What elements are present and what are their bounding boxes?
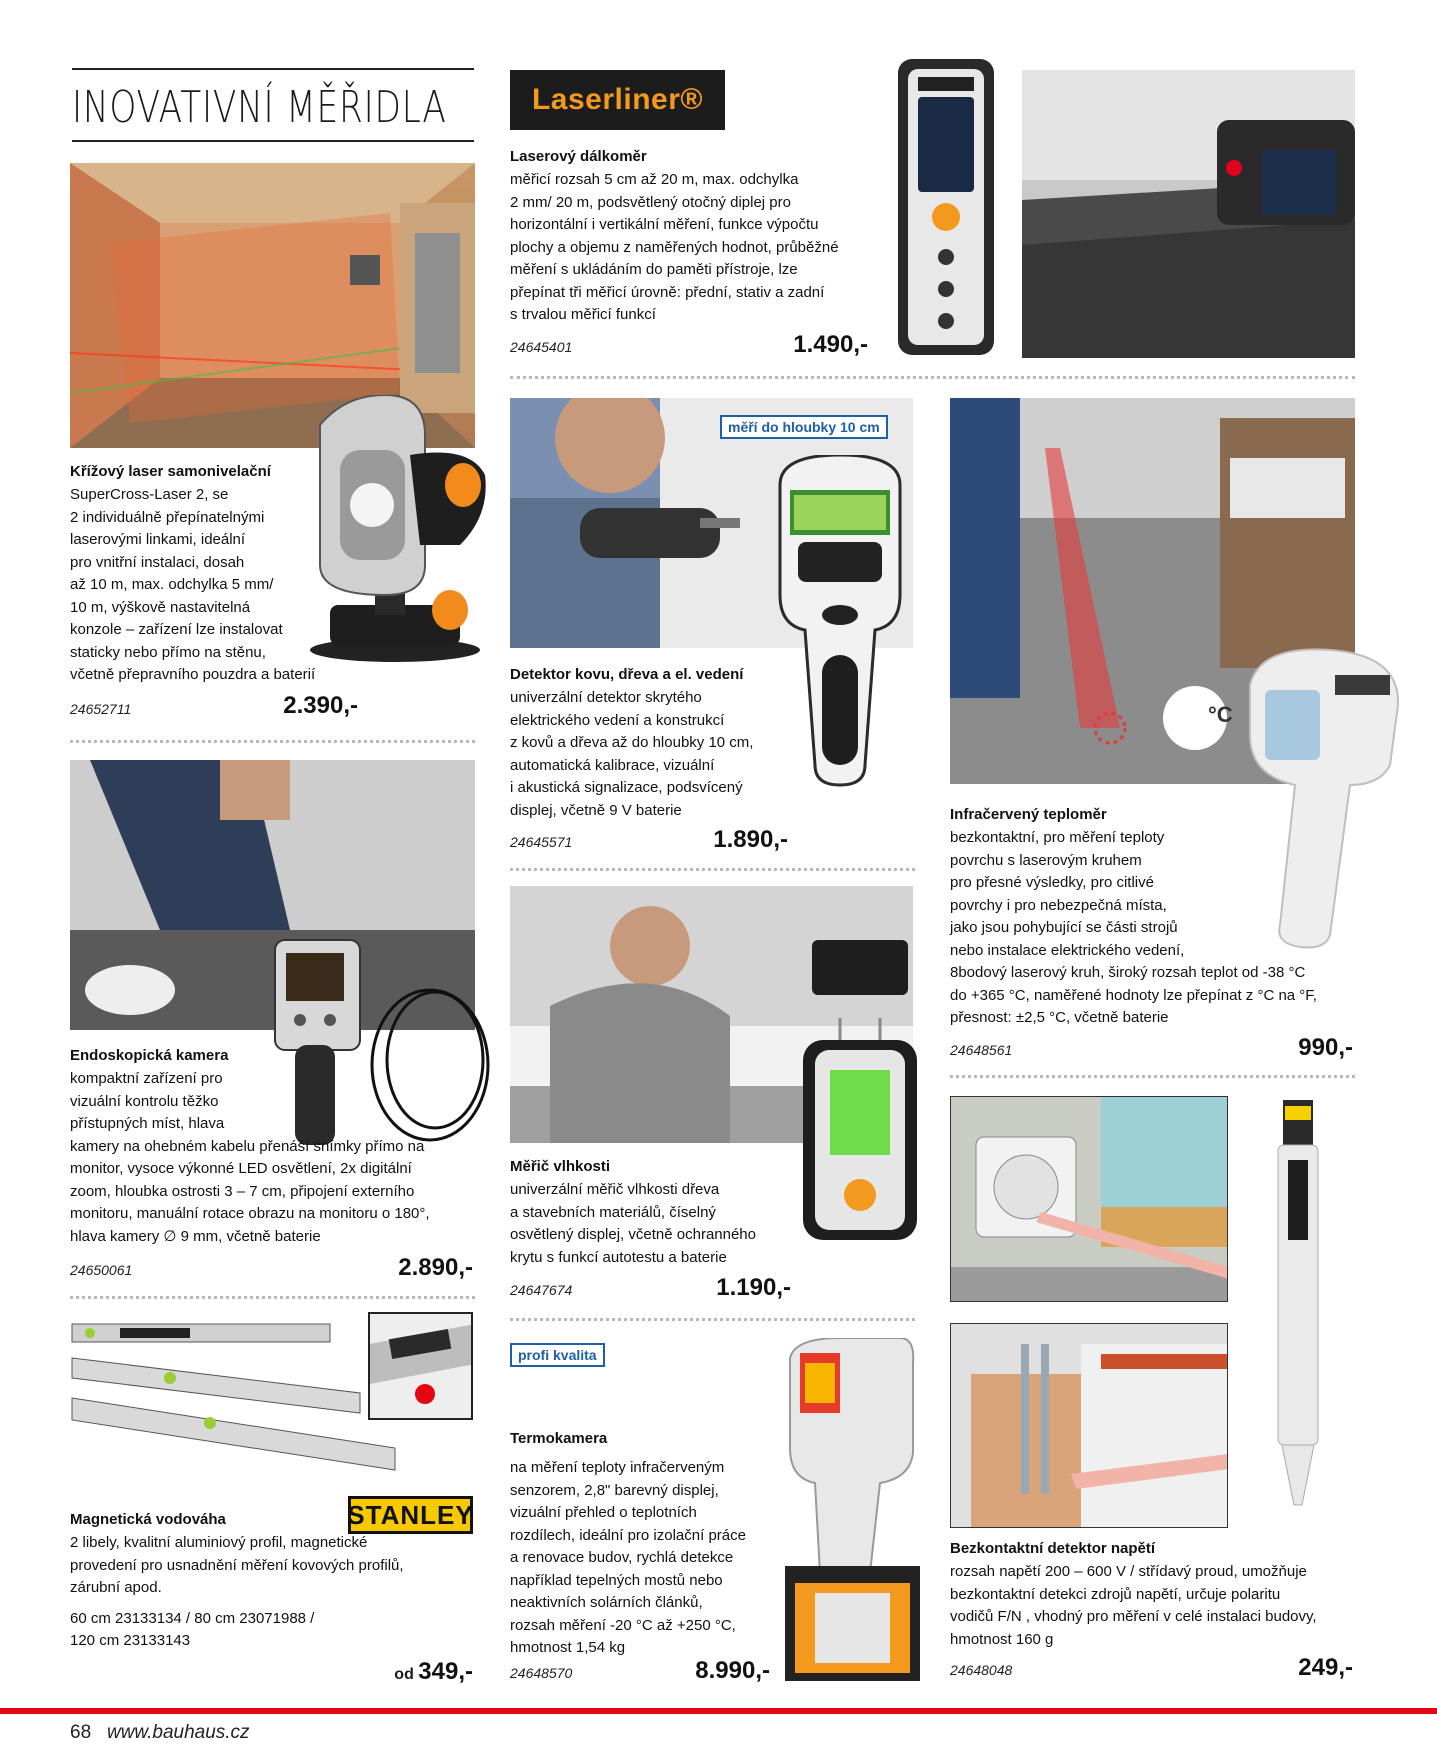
product-code: 24650061 bbox=[70, 1262, 133, 1278]
endoscope-info bbox=[70, 1047, 470, 1248]
socket-illustration bbox=[950, 1096, 1228, 1302]
product-code: 24647674 bbox=[510, 1282, 573, 1298]
moisture-info bbox=[510, 1158, 800, 1269]
product-description: kompaktní zařízení pro vizuální kontrolu těžko přístupných míst, hlava kamery na ohebném kabelu přenáší snímky přímo na monitor, vysoce výkonné LED osvětlení, 2x digitální zoom, hloubka ostrosti 3 – 7 cm, připojení externího monitoru, manuální rotace obrazu na monitoru o 180°, hlava kamery ∅ 9 mm, včetně baterie bbox=[70, 1070, 430, 1245]
stanley-logo: STANLEY bbox=[348, 1496, 473, 1534]
distance-meter-photo bbox=[1022, 70, 1355, 358]
voltage-detector-product bbox=[1268, 1100, 1328, 1510]
product-price: 1.490,- bbox=[793, 331, 868, 358]
title-bottom-rule bbox=[72, 140, 474, 142]
thermocamera-info bbox=[510, 1430, 810, 1660]
product-title: Endoskopická kamera bbox=[70, 1047, 229, 1064]
product-price: 8.990,- bbox=[695, 1657, 770, 1684]
product-code: 24648048 bbox=[950, 1662, 1013, 1678]
depth-badge: měří do hloubky 10 cm bbox=[720, 415, 888, 439]
product-code: 24645571 bbox=[510, 834, 573, 850]
quality-badge: profi kvalita bbox=[510, 1343, 605, 1367]
product-code: 24645401 bbox=[510, 339, 573, 355]
product-description: univerzální měřič vlhkosti dřeva a stavebních materiálů, číselný osvětlený displej, včetně ochranného krytu s funkcí autotestu a baterie bbox=[510, 1181, 756, 1266]
moisture-product bbox=[800, 940, 920, 1245]
product-price: 2.390,- bbox=[283, 692, 358, 719]
footer-rule bbox=[0, 1708, 1437, 1714]
product-title: Infračervený teploměr bbox=[950, 806, 1107, 823]
product-description: bezkontaktní, pro měření teploty povrchu s laserovým kruhem pro přesné výsledky, pro citlivé povrchy i pro nebezpečná místa, jako jsou pohybující se části strojů nebo instalace elektrického vedení, 8bodový laserový kruh, široký rozsah teplot od -38 °C do +365 °C, naměřené hodnoty lze přepínat z °C na °F, přesnost: ±2,5 °C, včetně baterie bbox=[950, 829, 1317, 1026]
product-title: Laserový dálkoměr bbox=[510, 148, 647, 165]
product-code: 24648570 bbox=[510, 1665, 573, 1681]
ir-thermometer-info bbox=[950, 806, 1370, 1030]
level-product bbox=[70, 1318, 400, 1488]
distance-meter-info bbox=[510, 148, 900, 327]
product-price: 1.190,- bbox=[716, 1274, 791, 1301]
distance-meter-product bbox=[896, 57, 996, 357]
website-link[interactable]: www.bauhaus.cz bbox=[106, 1722, 250, 1743]
product-description: měřicí rozsah 5 cm až 20 m, max. odchylka 2 mm/ 20 m, podsvětlený otočný diplej pro horizontální i vertikální měření, funkce výpočtu plochy a objemu z naměřených hodnot, průběžné měření s ukládáním do paměti přístroje, lze přepínat tři měřicí úrovně: přední, stativ a zadní s trvalou měřicí funkcí bbox=[510, 171, 839, 323]
product-price: 990,- bbox=[1298, 1034, 1353, 1061]
product-title: Křížový laser samonivelační bbox=[70, 463, 271, 480]
product-title: Měřič vlhkosti bbox=[510, 1158, 611, 1175]
divider bbox=[950, 1075, 1355, 1078]
title-top-rule bbox=[72, 68, 474, 70]
footer bbox=[70, 1722, 250, 1744]
price-prefix: od bbox=[394, 1666, 414, 1683]
divider bbox=[70, 740, 475, 743]
product-description: na měření teploty infračerveným senzorem, 2,8" barevný displej, vizuální přehled o teplotních rozdílech, ideální pro izolační práce a renovace budov, rychlá detekce například tepelných mostů nebo neaktivních solárních článků, rozsah měření -20 °C až +250 °C, hmotnost 1,54 kg bbox=[510, 1459, 746, 1656]
divider bbox=[510, 868, 915, 871]
product-description: SuperCross-Laser 2, se 2 individuálně přepínatelnými laserovými linkami, ideální pro vnitřní instalaci, dosah až 10 m, max. odchylka 5 mm/ 10 m, výškově nastavitelná konzole – zařízení lze instalovat staticky nebo přímo na stěnu, včetně přepravního pouzdra a baterií bbox=[70, 486, 316, 683]
product-title: Termokamera bbox=[510, 1430, 608, 1447]
level-price-block bbox=[330, 1658, 473, 1686]
product-description: rozsah napětí 200 – 600 V / střídavý proud, umožňuje bezkontaktní detekci zdrojů napětí, určuje polaritu vodičů F/N , vhodný pro měření v celé instalaci budovy, hmotnost 160 g bbox=[950, 1563, 1317, 1648]
wall-illustration bbox=[950, 1323, 1228, 1528]
product-price: 2.890,- bbox=[398, 1254, 473, 1281]
product-code: 24652711 bbox=[70, 701, 132, 717]
product-price: 249,- bbox=[1298, 1654, 1353, 1681]
product-description: univerzální detektor skrytého elektrického vedení a konstrukcí z kovů a dřeva až do hloubky 10 cm, automatická kalibrace, vizuální i akustická signalizace, podsvícený displej, včetně 9 V baterie bbox=[510, 689, 754, 819]
product-code: 24648561 bbox=[950, 1042, 1013, 1058]
detector-info bbox=[510, 666, 810, 822]
product-price: 349,- bbox=[418, 1658, 473, 1685]
level-info bbox=[70, 1511, 470, 1653]
celsius-icon: °C bbox=[1208, 702, 1233, 727]
product-title: Detektor kovu, dřeva a el. vedení bbox=[510, 666, 744, 683]
level-variants: 60 cm 23133134 / 80 cm 23071988 / 120 cm 23133143 bbox=[70, 1609, 315, 1649]
laserliner-logo: Laserliner® bbox=[510, 70, 725, 130]
divider bbox=[510, 1318, 915, 1321]
product-description: 2 libely, kvalitní aluminiový profil, magnetické provedení pro usnadnění měření kovových profilů, zárubní apod. bbox=[70, 1534, 404, 1596]
product-title: Magnetická vodováha bbox=[70, 1511, 226, 1528]
product-title: Bezkontaktní detektor napětí bbox=[950, 1540, 1156, 1557]
product-price: 1.890,- bbox=[713, 826, 788, 853]
page-title: INOVATIVNÍ MĚŘIDLA bbox=[72, 82, 447, 133]
page-number: 68 bbox=[70, 1722, 92, 1743]
divider bbox=[70, 1296, 475, 1299]
divider bbox=[510, 376, 1355, 379]
stanley-detail-photo bbox=[368, 1312, 473, 1420]
voltage-detector-info bbox=[950, 1540, 1360, 1651]
cross-laser-info bbox=[70, 463, 370, 687]
